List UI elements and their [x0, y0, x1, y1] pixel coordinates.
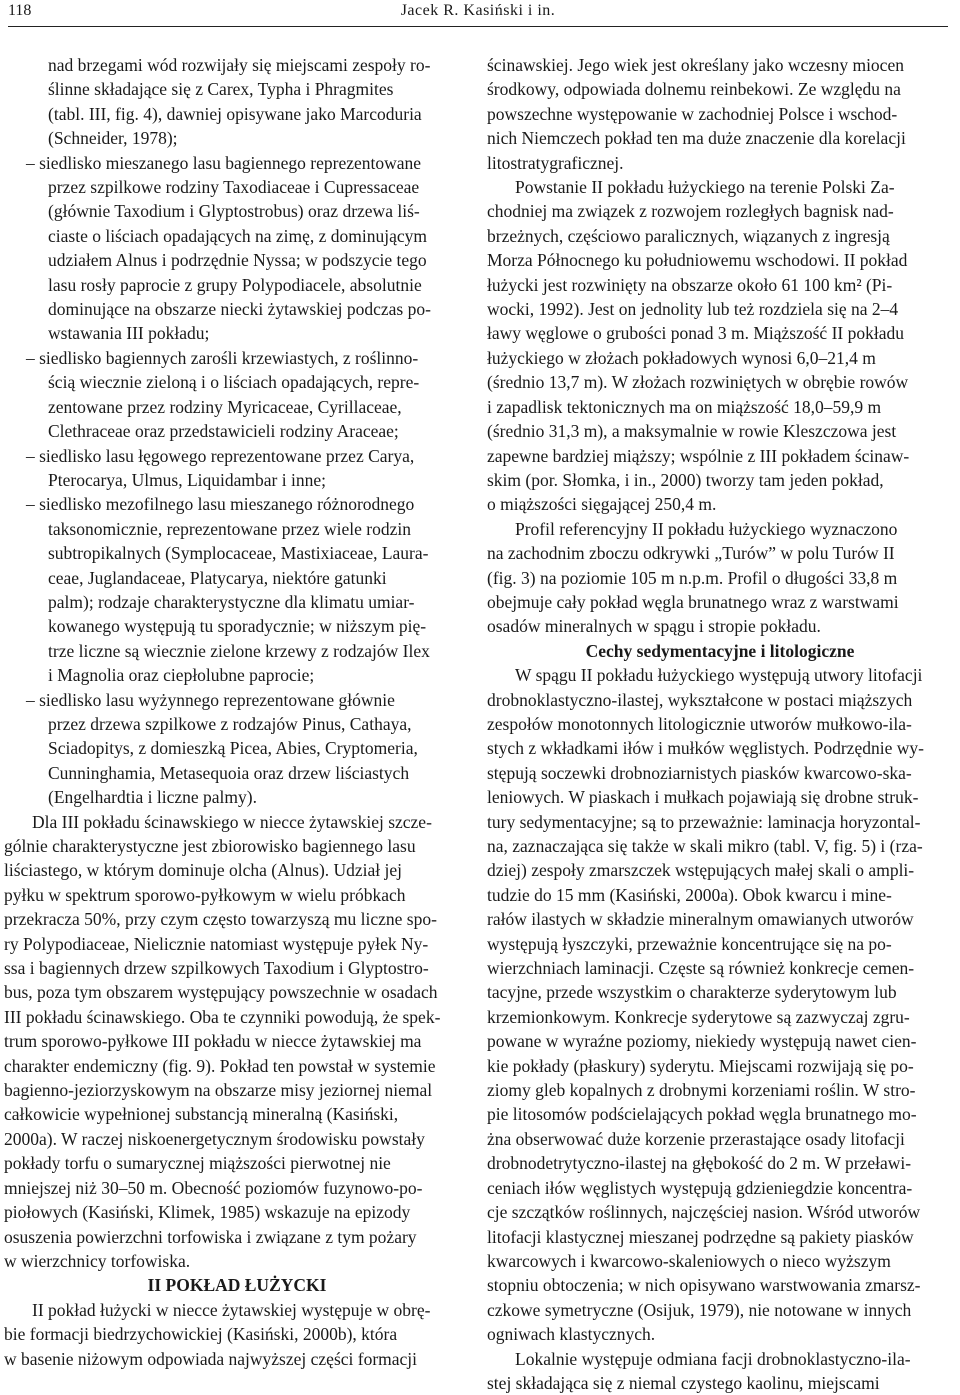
list-item: – siedlisko mieszanego lasu bagiennego reprezentowane przez szpilkowe rodziny Taxodiaceae i Cupressaceae (głównie Taxodium i Glyptostrobus) oraz drzewa liś- ciaste o liściach opadających na zimę, z dominującym udziałem Alnus i podrzędnie Nyssa; w podszycie tego lasu rosły paprocie z grupy Polypodiacele, absolutnie dominujące na obszarze niecki żytawskiej podczas po- wstawania III pokładu;: [26, 152, 431, 344]
paragraph: Dla III pokładu ścinawskiego w niecce żytawskiej szcze- gólnie charakterystyczne jest zbiorowisko bagiennego lasu liściastego, w którym dominuje olcha (Alnus). Udział jej pyłku w spektrum sporowo-pyłkowym w wielu próbkach przekracza 50%, przy czym często towarzyszą mu liczne spo- ry Polypodiaceae, Nielicznie natomiast występuje pyłek Ny- ssa i bagiennych drzew szpilkowych Taxodium i Glyptostro- bus, poza tym obszarem występujący powszechnie w osadach III pokładu ścinawskiego. Oba te czynniki powodują, że spek- trum sporowo-pyłkowe III pokładu w niecce żytawskiej ma charakter endemiczny (fig. 9). Pokład ten powstał w systemie bagienno-jeziorzyskowym na obszarze misy jeziornej niemal całkowicie wypełnionej substancją mineralną (Kasiński, 2000a). W raczej niskoenergetycznym środowisku powstały pokłady torfu o sumarycznej miąższości pierwotnej nie mniejszej niż 30–50 m. Obecność poziomów fuzynowo-po- piołowych (Kasiński, Klimek, 1985) wskazuje na epizody osuszenia powierzchni torfowiska i związane z tym pożary w wierzchnicy torfowiska.: [4, 811, 441, 1271]
subsection-heading: Cechy sedymentacyjne i litologiczne: [585, 640, 855, 661]
list-item: – siedlisko lasu łęgowego reprezentowane przez Carya, Pterocarya, Ulmus, Liquidambar i inne;: [26, 445, 415, 490]
section-heading: II POKŁAD ŁUŻYCKI: [147, 1275, 327, 1296]
paragraph: ścinawskiej. Jego wiek jest określany jako wczesny miocen środkowy, odpowiada dolnemu reinbekowi. Ze względu na powszechne występowanie w zachodniej Polsce i wschod- nich Niemczech pokład ten ma duże znaczenie dla korelacji litostratygraficznej.: [487, 55, 906, 173]
paragraph: II pokład łużycki w niecce żytawskiej występuje w obrę- bie formacji biedrzychowickiej (Kasiński, 2000b), która w basenie niżowym odpowiada najwyższej części formacji: [4, 1299, 431, 1369]
list-item: – siedlisko lasu wyżynnego reprezentowane głównie przez drzewa szpilkowe z rodzajów Pinus, Cathaya, Sciadopitys, z domieszką Picea, Abies, Cryptomeria, Cunninghamia, Metasequoia oraz drzew liściastych (Engelhardtia i liczne palmy).: [26, 689, 418, 808]
paragraph: Profil referencyjny II pokładu łużyckiego wyznaczono na zachodnim zboczu odkrywki „Turów” w polu Turów II (fig. 3) na poziomie 105 m n.p.m. Profil o długości 33,8 m obejmuje cały pokład węgla brunatnego wraz z warstwami osadów mineralnych w spągu i stropie pokładu.: [487, 518, 899, 637]
list-item: – siedlisko mezofilnego lasu mieszanego różnorodnego taksonomicznie, reprezentowane przez wiele rodzin subtropikalnych (Symplocaceae, Mastixiaceae, Laura- ceae, Juglandaceae, Platycarya, niektóre gatunki palm); rodzaje charakterystyczne dla klimatu umiar- kowanego występują tu sporadycznie; w niższym pię- trze liczne są wiecznie zielone krzewy z rodzajów Ilex i Magnolia oraz ciepłolubne paprocie;: [26, 494, 430, 686]
list-item: – siedlisko bagiennych zarośli krzewiastych, z roślinno- ścią wiecznie zieloną i o liściach opadających, repre- zentowane przez rodziny Myricaceae, Cyrillaceae, Clethraceae oraz przedstawicieli rodziny Araceae;: [26, 347, 420, 442]
page-header: [8, 0, 948, 27]
text-block: nad brzegami wód rozwijały się miejscami zespoły ro- ślinne składające się z Carex, Typha i Phragmites (tabl. III, fig. 4), dawniej opisywane jako Marcoduria (Schneider, 1978);: [48, 55, 431, 149]
running-head-author: Jacek R. Kasiński i in.: [400, 2, 556, 19]
page-number: 118: [8, 2, 32, 19]
paragraph: Powstanie II pokładu łużyckiego na terenie Polski Za- chodniej ma związek z rozwojem rozległych bagnisk nad- brzeżnych, częściowo paralicznych, wiązanych z ingresją Morza Północnego ku południowemu wschodowi. II pokład łużycki jest rozwinięty na obszarze około 61 100 km² (Pi- wocki, 1992). Jest on jednolity lub też rozdziela się na 2–4 ławy węglowe o grubości ponad 3 m. Miąższość II pokładu łużyckiego w złożach pokładowych wynosi 6,0–21,4 m (średnio 13,7 m). W złożach rozwiniętych w obrębie rowów i zapadlisk tektonicznych ma on miąższość 18,0–59,9 m (średnio 31,3 m), a maksymalnie w rowie Kleszczowa jest zapewne bardziej miąższy; wspólnie z III pokładem ścinaw- skim (por. Słomka, i in., 2000) tworzy tam jeden pokład, o miąższości sięgającej 250,4 m.: [487, 177, 910, 515]
paragraph: Lokalnie występuje odmiana facji drobnoklastyczno-ila- stej składająca się z niemal czystego kaolinu, miejscami: [487, 1348, 911, 1393]
paragraph: W spągu II pokładu łużyckiego występują utwory litofacji drobnoklastyczno-ilastej, wykształcone w postaci miąższych zespołów monotonnych litologicznie utworów mułkowo-ila- stych z wkładkami iłów i mułków węglistych. Podrzędnie wy- stępują soczewki drobnoziarnistych piasków kwarcowo-ska- leniowych. W piaskach i mułkach pojawiają się drobne struk- tury sedymentacyjne; są to przeważnie: laminacja horyzontal- na, zaznaczająca się także w skali mikro (tabl. V, fig. 5) i (rza- dziej) zespoły zmarszczek wstępujących małej skali o ampli- tudzie do 15 mm (Kasiński, 2000a). Obok kwarcu i mine- rałów ilastych w składzie mineralnym omawianych utworów występują łyszczyki, przeważnie koncentrujące się na po- wierzchniach laminacji. Częste są również konkrecje cemen- tacyjne, przede wszystkim o charakterze syderytowym lub krzemionkowym. Konkrecje syderytowe są zazwyczaj zgru- powane w wyraźne poziomy, niekiedy występują nawet cien- kie pokłady (płaskury) syderytu. Miejscami rozwijają się po- ziomy gleb kopalnych z drobnymi korzeniami roślin. W stro- pie litosomów podścielających pokład węgla brunatnego mo- żna obserwować duże korzenie przerastające osady litofacji drobnodetrytyczno-ilastej na głębokość do 2 m. W przeławi- ceniach iłów węglistych występują gdzieniegdzie koncentra- cje szczątków roślinnych, najczęściej nasion. Wśród utworów litofacji klastycznej mieszanej podrzędne są pakiety piasków kwarcowych i kwarcowo-skaleniowych o nieco wyższym stopniu obtoczenia; w nich opisywano warstwowania zmarsz- czkowe symetryczne (Osijuk, 1979), nie notowane w innych ogniwach klastycznych.: [487, 665, 924, 1345]
right-column: [487, 53, 953, 1395]
left-column: [4, 53, 470, 1371]
